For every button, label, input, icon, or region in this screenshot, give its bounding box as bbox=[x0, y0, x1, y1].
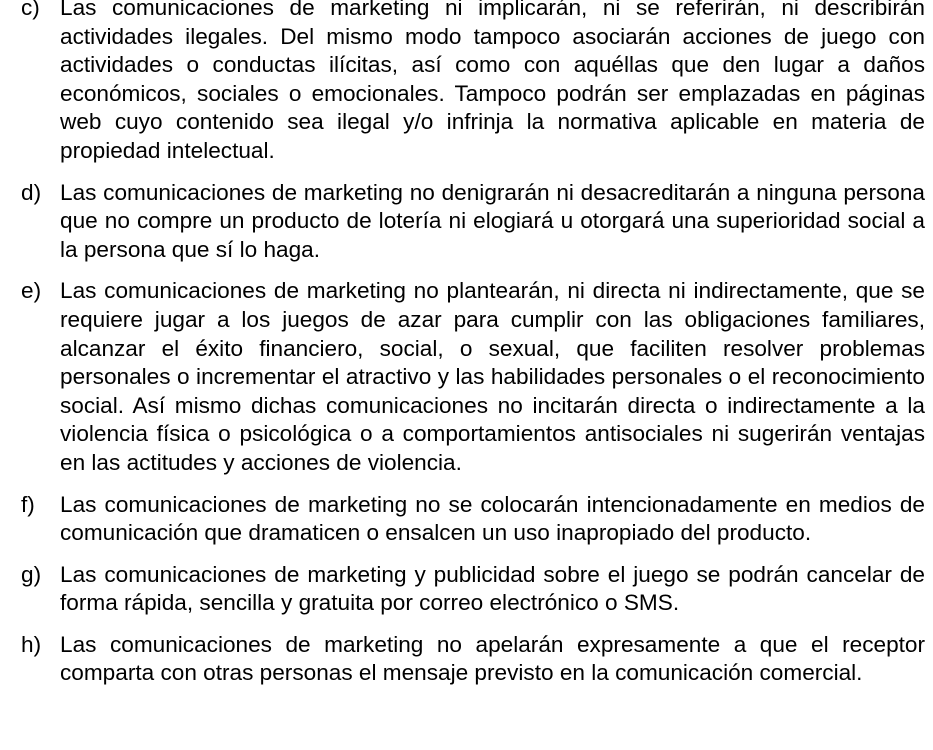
list-item-h bbox=[0, 631, 933, 688]
item-text: Las comunicaciones de marketing y publicidad sobre el juego se podrán cancelar de forma rápida, sencilla y gratuita por correo electrónico o SMS. bbox=[60, 561, 925, 616]
list-item-d bbox=[0, 179, 933, 265]
item-marker: h) bbox=[21, 631, 42, 657]
item-text: Las comunicaciones de marketing ni implicarán, ni se referirán, ni describirán actividades ilegales. Del mismo modo tampoco asociarán acciones de juego con actividades o conductas ilícitas, así como con aquéllas que den lugar a daños económicos, sociales o emocionales. Tampoco podrán ser emplazadas en páginas web cuyo contenido sea ilegal y/o infrinja la normativa aplicable en materia de propiedad intelectual. bbox=[60, 0, 925, 163]
list-item-f bbox=[0, 491, 933, 548]
item-marker: g) bbox=[21, 561, 42, 587]
list-item-c bbox=[0, 0, 933, 166]
item-text: Las comunicaciones de marketing no se colocarán intencionadamente en medios de comunicación que dramaticen o ensalcen un uso inapropiado del producto. bbox=[60, 491, 925, 546]
list-item-e bbox=[0, 277, 933, 477]
item-text: Las comunicaciones de marketing no denigrarán ni desacreditarán a ninguna persona que no compre un producto de lotería ni elogiará u otorgará una superioridad social a la persona que sí lo haga. bbox=[60, 179, 925, 262]
item-marker: c) bbox=[21, 0, 40, 20]
list-item-g bbox=[0, 561, 933, 618]
item-marker: f) bbox=[21, 491, 35, 517]
item-text: Las comunicaciones de marketing no apelarán expresamente a que el receptor comparta con otras personas el mensaje previsto en la comunicación comercial. bbox=[60, 631, 925, 686]
item-marker: e) bbox=[21, 278, 42, 304]
item-text: Las comunicaciones de marketing no plantearán, ni directa ni indirectamente, que se requiere jugar a los juegos de azar para cumplir con las obligaciones familiares, alcanzar el éxito financiero, social, o sexual, que faciliten resolver problemas personales o incrementar el atractivo y las habilidades personales o el reconocimiento social. Así mismo dichas comunicaciones no incitarán directa o indirectamente a la violencia física o psicológica o a comportamientos antisociales ni sugerirán ventajas en las actitudes y acciones de violencia. bbox=[60, 278, 925, 475]
item-marker: d) bbox=[21, 179, 42, 205]
